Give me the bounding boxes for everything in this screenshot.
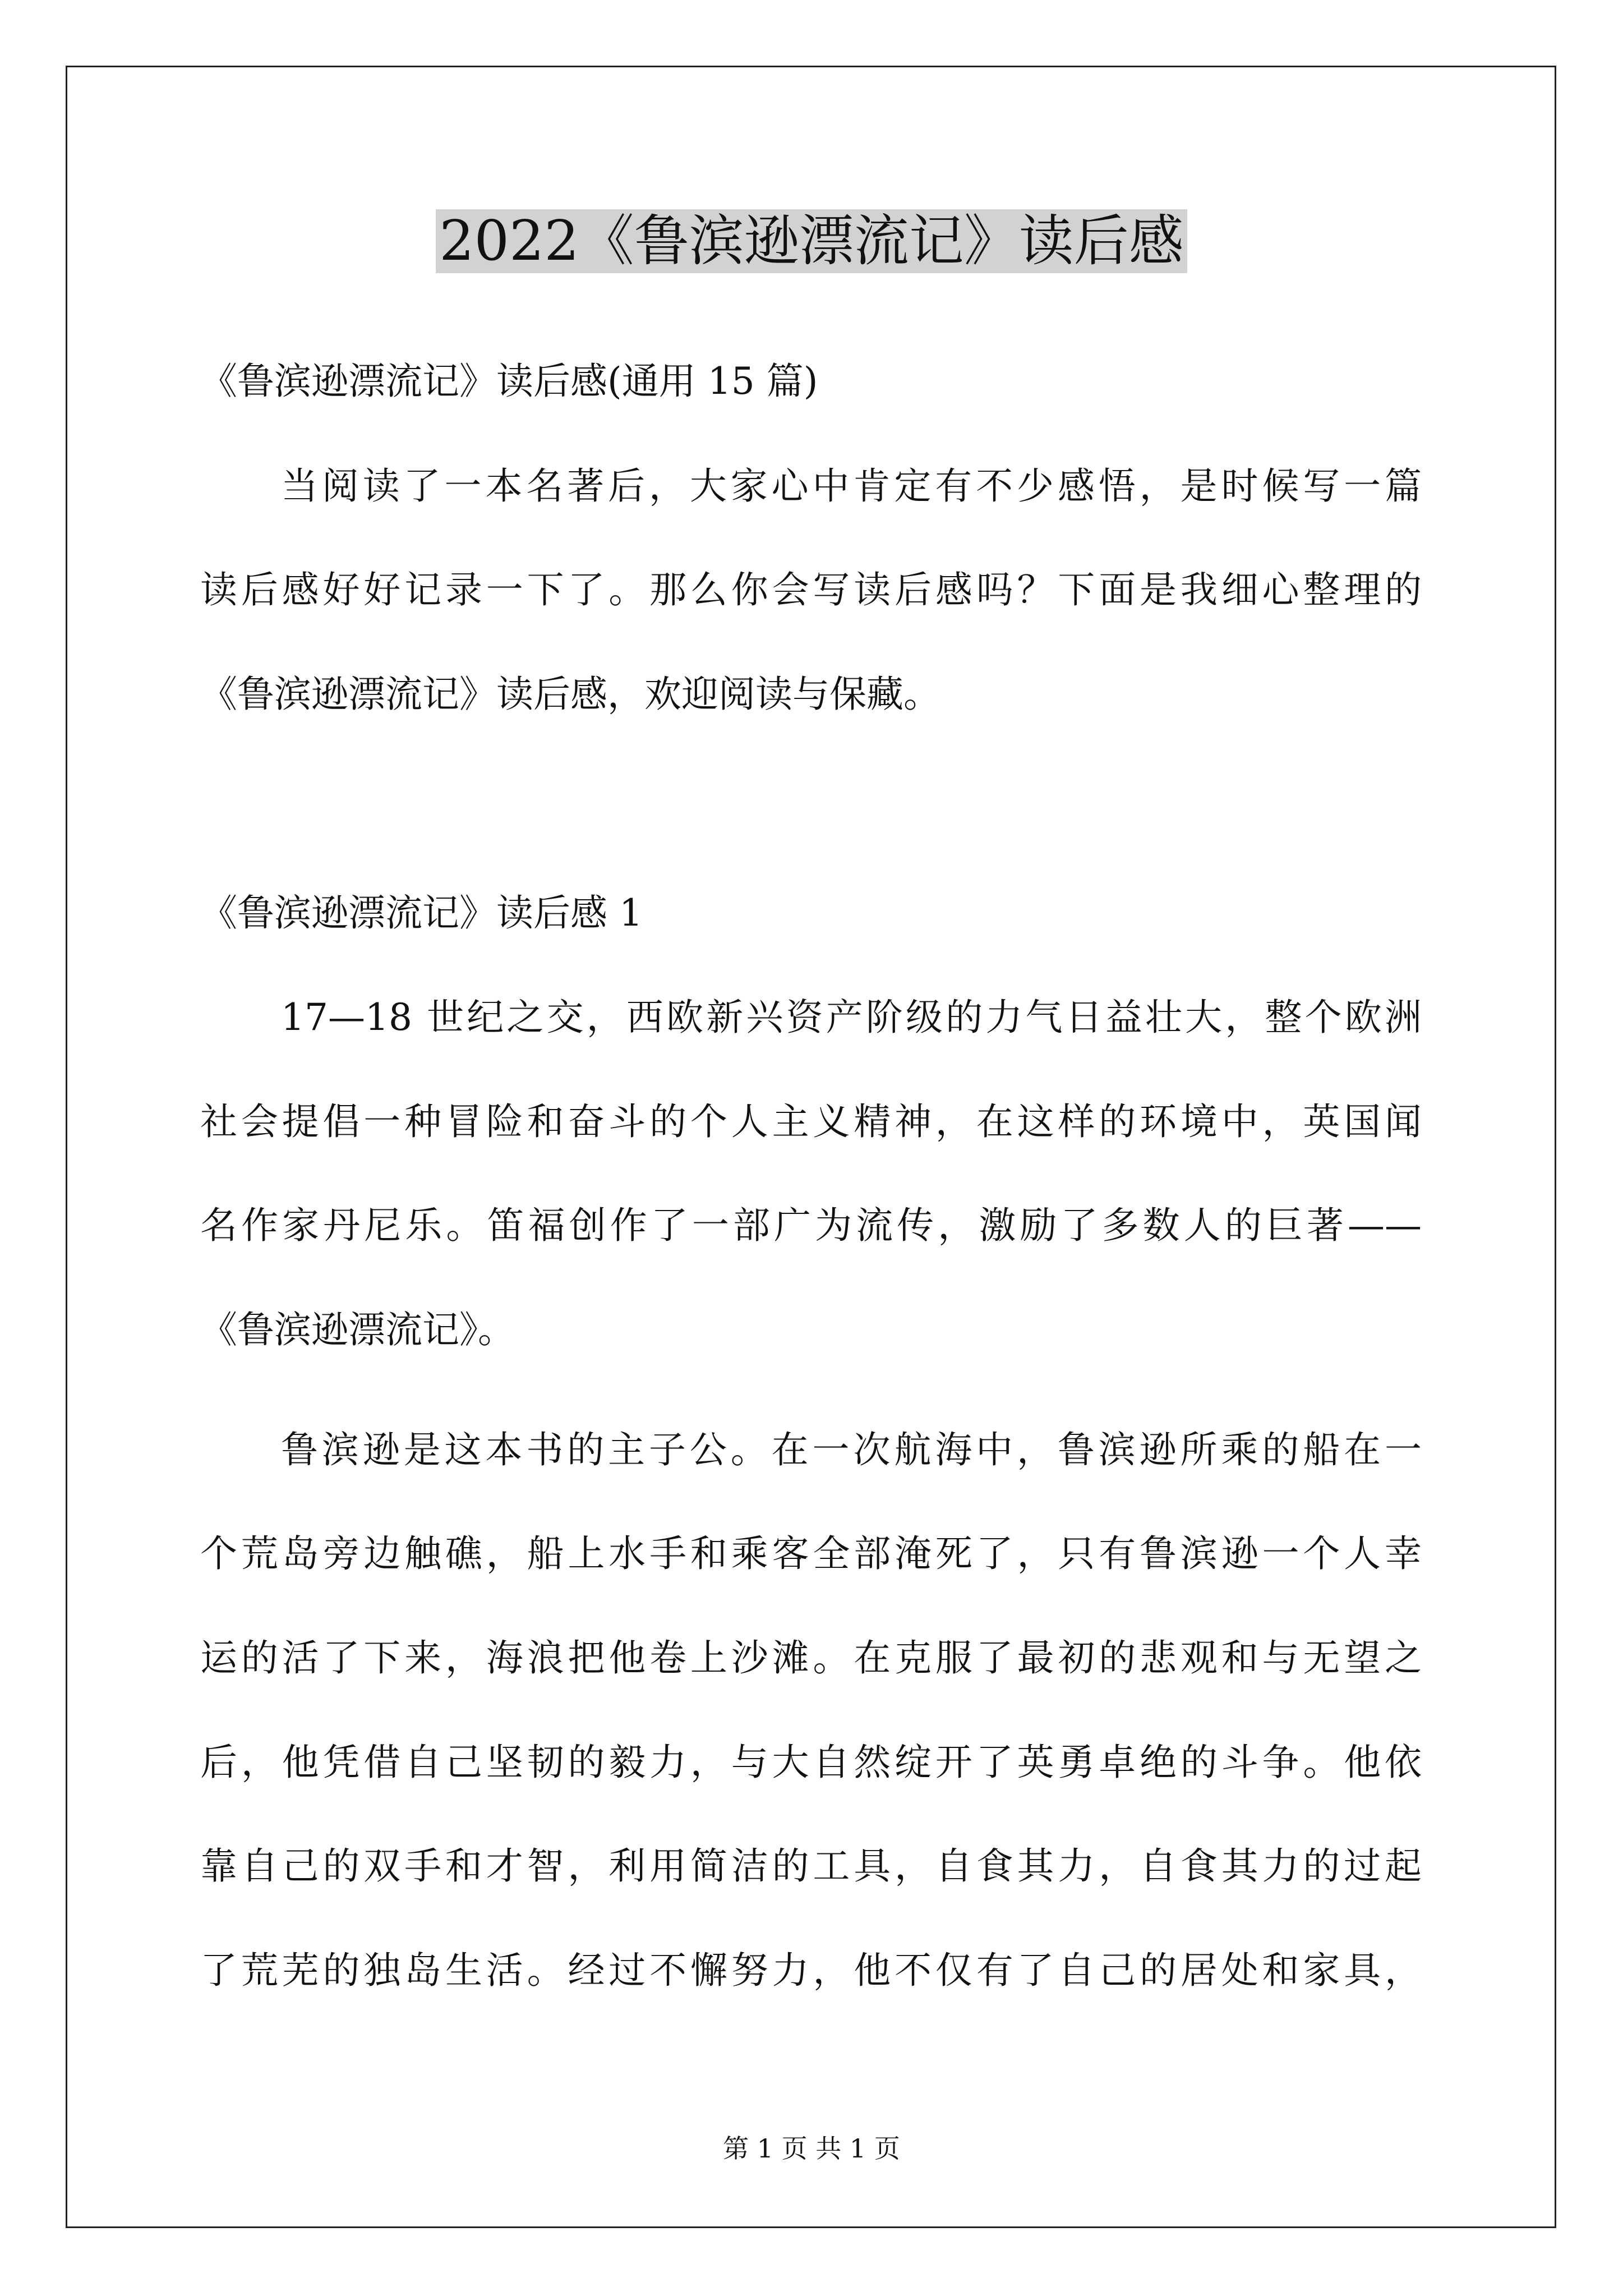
document-subtitle: 《鲁滨逊漂流记》读后感(通用 15 篇) xyxy=(200,360,818,403)
paragraph-line: 靠自己的双手和才智，利用简洁的工具，自食其力，自食其力的过起 xyxy=(200,1844,1422,1888)
paragraph-line: 名作家丹尼乐。笛福创作了一部广为流传，激励了多数人的巨著—— xyxy=(200,1204,1422,1247)
paragraph-line: 《鲁滨逊漂流记》。 xyxy=(200,1308,515,1351)
document-title-text: 2022《鲁滨逊漂流记》读后感 xyxy=(436,209,1187,273)
page-footer: 第 1 页 共 1 页 xyxy=(723,2133,900,2164)
paragraph-line: 17—18 世纪之交，西欧新兴资产阶级的力气日益壮大，整个欧洲 xyxy=(281,996,1422,1039)
intro-line: 读后感好好记录一下了。那么你会写读后感吗？下面是我细心整理的 xyxy=(200,568,1422,611)
section-heading: 《鲁滨逊漂流记》读后感 1 xyxy=(200,891,643,935)
paragraph-line: 个荒岛旁边触礁，船上水手和乘客全部淹死了，只有鲁滨逊一个人幸 xyxy=(200,1532,1422,1575)
paragraph-line: 后，他凭借自己坚韧的毅力，与大自然绽开了英勇卓绝的斗争。他依 xyxy=(200,1741,1422,1784)
paragraph-line: 运的活了下来，海浪把他卷上沙滩。在克服了最初的悲观和与无望之 xyxy=(200,1636,1422,1680)
document-title xyxy=(0,202,1623,280)
paragraph-line: 社会提倡一种冒险和奋斗的个人主义精神，在这样的环境中，英国闻 xyxy=(200,1100,1422,1143)
intro-line: 《鲁滨逊漂流记》读后感，欢迎阅读与保藏。 xyxy=(200,673,940,716)
intro-line: 当阅读了一本名著后，大家心中肯定有不少感悟，是时候写一篇 xyxy=(281,464,1422,508)
paragraph-line: 了荒芜的独岛生活。经过不懈努力，他不仅有了自己的居处和家具， xyxy=(200,1949,1422,1992)
paragraph-line: 鲁滨逊是这本书的主子公。在一次航海中，鲁滨逊所乘的船在一 xyxy=(281,1428,1422,1471)
